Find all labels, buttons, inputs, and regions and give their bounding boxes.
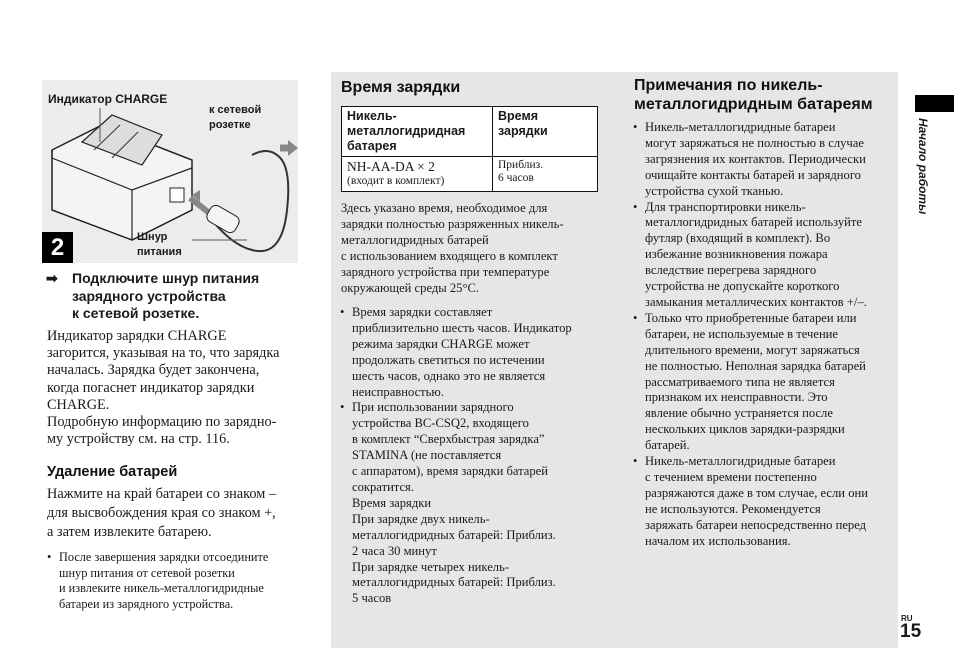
cell-line: 6 часов [498,172,534,184]
text-line: зарядки полностью разряженных никель- [341,216,564,231]
text-line: нескольких циклов зарядки-разрядки [645,422,845,437]
text-line: окружающей среды 25°C. [341,280,480,295]
removal-heading: Удаление батарей [47,464,178,480]
charging-time-heading: Время зарядки [341,79,461,96]
text-line: сократится. [352,479,414,494]
text-line: началась. Зарядка будет закончена, [47,362,260,379]
text-line: заряжать батареи непосредственно перед [645,517,867,532]
table-header-row [342,107,598,157]
text-line: батареи, не используемые в течение [645,326,839,341]
text-line: приблизительно шесть часов. Индикатор [352,320,572,335]
arrow-right-icon: ➡ [46,270,58,286]
text-line: металлогидридных батарей: Приблиз. [352,575,556,590]
text-line: продолжать светиться по истечении [352,352,545,367]
text-line: а затем извлеките батарею. [47,524,212,540]
header-line: батарея [347,139,397,153]
section-tab-label: Начало работы [916,118,930,215]
text-line: режима зарядки CHARGE может [352,336,530,351]
text-line: • Для транспортировки никель- [645,199,806,214]
text-line: и извлеките никель-металлогидридные [59,581,264,595]
charger-illustration [42,80,298,263]
instruction-line: Подключите шнур питания [72,270,260,286]
header-line: зарядки [498,124,548,138]
text-line: не используются. Рекомендуется [645,501,821,516]
table-cell-time [493,157,598,192]
outlet-label-line: розетке [209,119,251,131]
text-line: шесть часов, однако это не является [352,368,546,383]
bullet-item [340,400,572,607]
bullet-item [633,311,868,454]
cell-line: NH-AA-DA × 2 [347,159,435,174]
charging-time-notes [340,305,572,607]
text-line: для высвобождения края со знаком +, [47,505,276,521]
cord-label-line: Шнур [137,231,168,243]
text-line: когда погаснет индикатор зарядки [47,379,255,396]
text-line: очищайте контакты батарей и зарядного [645,167,861,182]
text-line: зарядного устройства при температуре [341,264,550,279]
text-line: длительного времени, могут заряжаться [645,342,860,357]
text-line: устройства не допускайте короткого [645,279,840,294]
header-line: Время [498,109,538,123]
indicator-label: Индикатор CHARGE [48,92,168,106]
cord-label-line: питания [137,246,182,258]
charging-time-table [341,106,598,192]
outlet-label-line: к сетевой [209,104,262,116]
text-line: разряжаются даже в том случае, если они [645,485,868,500]
text-line: рассматриваемого типа не является [645,374,835,389]
text-line: • Никель-металлогидридные батареи [645,454,836,469]
cell-line: Приблиз. [498,159,544,171]
charging-time-description [341,201,564,296]
text-line: избежание возникновения пожара [645,247,828,262]
note-item [47,550,268,612]
language-code: RU [901,614,913,623]
page-number: 15 [900,621,922,642]
text-line: загрязнения их контактов. Периодически [645,151,866,166]
text-line: • После завершения зарядки отсоедините [59,550,269,564]
bullet-item [633,200,868,311]
text-line: замыкания металлических контактов +/–. [645,294,867,309]
text-line: Подробную информацию по зарядно- [47,414,277,431]
text-line: с аппаратом), время зарядки батарей [352,464,549,479]
text-line: в комплект “Сверхбыстрая зарядка” [352,432,545,447]
text-line: с течением времени постепенно [645,469,817,484]
text-line: не полностью. Неполная зарядка батарей [645,358,866,373]
nimh-notes-heading [634,76,873,114]
text-line: явление обычно устраняется после [645,406,833,421]
text-line: могут заряжаться не полностью в случае [645,135,864,150]
heading-line: металлогидридным батареям [634,96,873,113]
text-line: Здесь указано время, необходимое для [341,201,548,215]
section-tab-marker [915,95,954,112]
text-line: началом их использования. [645,533,791,548]
instruction-line: к сетевой розетке. [72,305,200,321]
text-line: CHARGE. [47,396,110,413]
text-line: STAMINA (не поставляется [352,448,502,463]
bullet-item [633,454,868,549]
text-line: Нажмите на край батареи со знаком – [47,486,276,502]
text-line: неисправностью. [352,384,444,399]
text-line: Индикатор зарядки CHARGE [47,328,227,344]
text-line: Время зарядки [352,495,432,510]
text-line: • Никель-металлогидридные батареи [645,120,836,134]
text-line: устройства сухой тканью. [645,183,784,198]
text-line: При зарядке двух никель- [352,511,490,526]
text-line: металлогидридных батарей [341,232,489,247]
step-description [47,328,279,448]
text-line: батарей. [645,438,690,453]
step-instruction [46,270,259,323]
text-line: загорится, указывая на то, что зарядка [47,345,280,362]
text-line: вследствие перегрева зарядного [645,263,817,278]
text-line: При зарядке четырех никель- [352,559,510,574]
removal-description [47,485,276,542]
text-line: устройства BC-CSQ2, входящего [352,416,529,431]
header-line: Никель- [347,109,397,123]
text-line: • Только что приобретенные батареи или [645,310,857,325]
text-line: признаком их неисправности. Это [645,390,828,405]
table-row [342,157,598,192]
step-number-badge: 2 [42,232,73,263]
text-line: 2 часа 30 минут [352,543,437,558]
text-line: металлогидридных батарей используйте [645,215,862,230]
text-line: батареи из зарядного устройства. [59,596,234,611]
text-line: металлогидридных батарей: Приблиз. [352,527,556,542]
text-line: с использованием входящего в комплект [341,248,558,263]
removal-note [47,550,268,612]
text-line: • При использовании зарядного [352,400,514,415]
text-line: шнур питания от сетевой розетки [59,565,235,580]
text-line: футляр (входящий в комплект). Во [645,231,831,246]
heading-line: Примечания по никель- [634,77,823,94]
cell-line: (входит в комплект) [347,175,445,187]
table-header-battery [342,107,493,157]
text-line: 5 часов [352,591,392,606]
table-cell-battery [342,157,493,192]
header-line: металлогидридная [347,124,466,138]
cord-label [137,230,182,260]
bullet-item [340,305,572,400]
instruction-line: зарядного устройства [72,287,226,304]
nimh-notes-list [633,120,868,549]
table-header-time [493,107,598,157]
text-line: • Время зарядки составляет [352,305,493,319]
text-line: му устройству см. на стр. 116. [47,431,230,448]
bullet-item [633,120,868,200]
outlet-label [209,103,261,133]
